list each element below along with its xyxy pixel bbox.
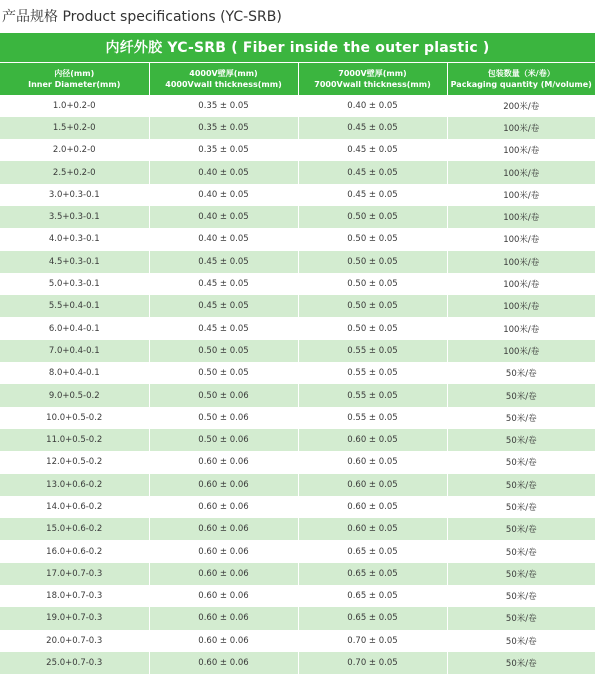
packaging-quantity-cell: 50米/卷: [447, 585, 595, 607]
table-row: [0, 630, 595, 652]
packaging-quantity-cell: 100米/卷: [447, 295, 595, 317]
column-header-cn: 7000V壁厚(mm): [338, 68, 407, 78]
thickness-4000v-cell: 0.50 ± 0.06: [149, 407, 298, 429]
packaging-quantity-cell: 100米/卷: [447, 206, 595, 228]
packaging-quantity-cell: 50米/卷: [447, 607, 595, 629]
column-header-inner-diameter: [0, 62, 149, 95]
table-row: [0, 273, 595, 295]
inner-diameter-cell: 10.0+0.5-0.2: [0, 407, 149, 429]
packaging-quantity-cell: 100米/卷: [447, 340, 595, 362]
packaging-quantity-cell: 50米/卷: [447, 451, 595, 473]
thickness-7000v-cell: 0.55 ± 0.05: [298, 384, 447, 406]
packaging-quantity-cell: 50米/卷: [447, 518, 595, 540]
inner-diameter-cell: 5.5+0.4-0.1: [0, 295, 149, 317]
table-row: [0, 429, 595, 451]
table-row: [0, 407, 595, 429]
thickness-7000v-cell: 0.60 ± 0.05: [298, 518, 447, 540]
thickness-4000v-cell: 0.45 ± 0.05: [149, 273, 298, 295]
thickness-4000v-cell: 0.40 ± 0.05: [149, 206, 298, 228]
inner-diameter-cell: 17.0+0.7-0.3: [0, 563, 149, 585]
thickness-7000v-cell: 0.70 ± 0.05: [298, 652, 447, 674]
inner-diameter-cell: 6.0+0.4-0.1: [0, 317, 149, 339]
packaging-quantity-cell: 50米/卷: [447, 630, 595, 652]
column-header-en: 4000Vwall thickness(mm): [165, 79, 282, 89]
inner-diameter-cell: 3.0+0.3-0.1: [0, 184, 149, 206]
packaging-quantity-cell: 50米/卷: [447, 407, 595, 429]
thickness-4000v-cell: 0.35 ± 0.05: [149, 95, 298, 117]
table-row: [0, 607, 595, 629]
thickness-4000v-cell: 0.50 ± 0.05: [149, 362, 298, 384]
inner-diameter-cell: 19.0+0.7-0.3: [0, 607, 149, 629]
table-row: [0, 228, 595, 250]
inner-diameter-cell: 12.0+0.5-0.2: [0, 451, 149, 473]
inner-diameter-cell: 16.0+0.6-0.2: [0, 540, 149, 562]
table-row: [0, 540, 595, 562]
thickness-7000v-cell: 0.50 ± 0.05: [298, 228, 447, 250]
thickness-4000v-cell: 0.35 ± 0.05: [149, 117, 298, 139]
thickness-4000v-cell: 0.60 ± 0.06: [149, 585, 298, 607]
packaging-quantity-cell: 50米/卷: [447, 362, 595, 384]
thickness-4000v-cell: 0.45 ± 0.05: [149, 295, 298, 317]
packaging-quantity-cell: 50米/卷: [447, 563, 595, 585]
thickness-7000v-cell: 0.65 ± 0.05: [298, 540, 447, 562]
thickness-7000v-cell: 0.60 ± 0.05: [298, 496, 447, 518]
thickness-7000v-cell: 0.65 ± 0.05: [298, 563, 447, 585]
table-row: [0, 362, 595, 384]
thickness-7000v-cell: 0.60 ± 0.05: [298, 451, 447, 473]
thickness-4000v-cell: 0.40 ± 0.05: [149, 184, 298, 206]
inner-diameter-cell: 7.0+0.4-0.1: [0, 340, 149, 362]
column-header-4000v-thickness: [149, 62, 298, 95]
packaging-quantity-cell: 50米/卷: [447, 474, 595, 496]
thickness-4000v-cell: 0.60 ± 0.06: [149, 630, 298, 652]
packaging-quantity-cell: 100米/卷: [447, 317, 595, 339]
thickness-7000v-cell: 0.45 ± 0.05: [298, 139, 447, 161]
packaging-quantity-cell: 100米/卷: [447, 117, 595, 139]
table-row: [0, 95, 595, 117]
packaging-quantity-cell: 100米/卷: [447, 251, 595, 273]
column-header-cn: 内径(mm): [54, 68, 95, 78]
table-banner-row: [0, 33, 595, 62]
thickness-7000v-cell: 0.40 ± 0.05: [298, 95, 447, 117]
inner-diameter-cell: 5.0+0.3-0.1: [0, 273, 149, 295]
thickness-7000v-cell: 0.60 ± 0.05: [298, 429, 447, 451]
packaging-quantity-cell: 100米/卷: [447, 184, 595, 206]
table-row: [0, 295, 595, 317]
inner-diameter-cell: 4.5+0.3-0.1: [0, 251, 149, 273]
thickness-7000v-cell: 0.50 ± 0.05: [298, 317, 447, 339]
inner-diameter-cell: 15.0+0.6-0.2: [0, 518, 149, 540]
packaging-quantity-cell: 100米/卷: [447, 139, 595, 161]
thickness-4000v-cell: 0.40 ± 0.05: [149, 161, 298, 183]
thickness-7000v-cell: 0.65 ± 0.05: [298, 585, 447, 607]
thickness-4000v-cell: 0.45 ± 0.05: [149, 317, 298, 339]
column-header-packaging-quantity: [447, 62, 595, 95]
thickness-7000v-cell: 0.50 ± 0.05: [298, 251, 447, 273]
table-row: [0, 139, 595, 161]
table-row: [0, 563, 595, 585]
inner-diameter-cell: 18.0+0.7-0.3: [0, 585, 149, 607]
column-header-en: Inner Diameter(mm): [28, 79, 121, 89]
thickness-7000v-cell: 0.60 ± 0.05: [298, 474, 447, 496]
thickness-7000v-cell: 0.45 ± 0.05: [298, 184, 447, 206]
packaging-quantity-cell: 100米/卷: [447, 161, 595, 183]
inner-diameter-cell: 3.5+0.3-0.1: [0, 206, 149, 228]
thickness-7000v-cell: 0.65 ± 0.05: [298, 607, 447, 629]
thickness-4000v-cell: 0.50 ± 0.06: [149, 429, 298, 451]
inner-diameter-cell: 2.0+0.2-0: [0, 139, 149, 161]
table-row: [0, 384, 595, 406]
packaging-quantity-cell: 100米/卷: [447, 228, 595, 250]
packaging-quantity-cell: 50米/卷: [447, 496, 595, 518]
thickness-4000v-cell: 0.60 ± 0.06: [149, 540, 298, 562]
inner-diameter-cell: 1.0+0.2-0: [0, 95, 149, 117]
thickness-7000v-cell: 0.50 ± 0.05: [298, 273, 447, 295]
column-header-cn: 包装数量（米/卷）: [487, 68, 555, 78]
packaging-quantity-cell: 200米/卷: [447, 95, 595, 117]
column-header-row: [0, 62, 595, 95]
table-row: [0, 518, 595, 540]
thickness-4000v-cell: 0.60 ± 0.06: [149, 496, 298, 518]
thickness-7000v-cell: 0.55 ± 0.05: [298, 407, 447, 429]
thickness-7000v-cell: 0.50 ± 0.05: [298, 295, 447, 317]
inner-diameter-cell: 25.0+0.7-0.3: [0, 652, 149, 674]
packaging-quantity-cell: 50米/卷: [447, 429, 595, 451]
table-row: [0, 474, 595, 496]
thickness-4000v-cell: 0.60 ± 0.06: [149, 607, 298, 629]
inner-diameter-cell: 2.5+0.2-0: [0, 161, 149, 183]
table-banner-title: 内纤外胶 YC-SRB ( Fiber inside the outer plastic ): [0, 33, 595, 62]
inner-diameter-cell: 14.0+0.6-0.2: [0, 496, 149, 518]
product-spec-table: [0, 33, 595, 674]
table-row: [0, 340, 595, 362]
column-header-en: 7000Vwall thickness(mm): [314, 79, 431, 89]
packaging-quantity-cell: 50米/卷: [447, 384, 595, 406]
inner-diameter-cell: 13.0+0.6-0.2: [0, 474, 149, 496]
packaging-quantity-cell: 50米/卷: [447, 540, 595, 562]
thickness-4000v-cell: 0.35 ± 0.05: [149, 139, 298, 161]
table-row: [0, 206, 595, 228]
thickness-7000v-cell: 0.70 ± 0.05: [298, 630, 447, 652]
thickness-4000v-cell: 0.60 ± 0.06: [149, 563, 298, 585]
table-row: [0, 184, 595, 206]
table-body: [0, 95, 595, 675]
packaging-quantity-cell: 50米/卷: [447, 652, 595, 674]
page-title: 产品规格 Product specifications (YC-SRB): [2, 9, 282, 25]
inner-diameter-cell: 4.0+0.3-0.1: [0, 228, 149, 250]
thickness-7000v-cell: 0.50 ± 0.05: [298, 206, 447, 228]
thickness-4000v-cell: 0.60 ± 0.06: [149, 451, 298, 473]
thickness-4000v-cell: 0.60 ± 0.06: [149, 518, 298, 540]
table-row: [0, 496, 595, 518]
table-row: [0, 317, 595, 339]
table-row: [0, 117, 595, 139]
thickness-4000v-cell: 0.50 ± 0.05: [149, 340, 298, 362]
thickness-7000v-cell: 0.45 ± 0.05: [298, 161, 447, 183]
inner-diameter-cell: 9.0+0.5-0.2: [0, 384, 149, 406]
table-row: [0, 451, 595, 473]
column-header-cn: 4000V壁厚(mm): [189, 68, 258, 78]
column-header-7000v-thickness: [298, 62, 447, 95]
table-row: [0, 161, 595, 183]
thickness-7000v-cell: 0.55 ± 0.05: [298, 362, 447, 384]
thickness-4000v-cell: 0.50 ± 0.06: [149, 384, 298, 406]
thickness-4000v-cell: 0.60 ± 0.06: [149, 652, 298, 674]
thickness-7000v-cell: 0.45 ± 0.05: [298, 117, 447, 139]
column-header-en: Packaging quantity (M/volume): [450, 79, 592, 89]
table-row: [0, 251, 595, 273]
thickness-4000v-cell: 0.45 ± 0.05: [149, 251, 298, 273]
thickness-4000v-cell: 0.60 ± 0.06: [149, 474, 298, 496]
table-row: [0, 585, 595, 607]
inner-diameter-cell: 11.0+0.5-0.2: [0, 429, 149, 451]
inner-diameter-cell: 20.0+0.7-0.3: [0, 630, 149, 652]
table-row: [0, 652, 595, 674]
inner-diameter-cell: 8.0+0.4-0.1: [0, 362, 149, 384]
thickness-7000v-cell: 0.55 ± 0.05: [298, 340, 447, 362]
packaging-quantity-cell: 100米/卷: [447, 273, 595, 295]
inner-diameter-cell: 1.5+0.2-0: [0, 117, 149, 139]
thickness-4000v-cell: 0.40 ± 0.05: [149, 228, 298, 250]
